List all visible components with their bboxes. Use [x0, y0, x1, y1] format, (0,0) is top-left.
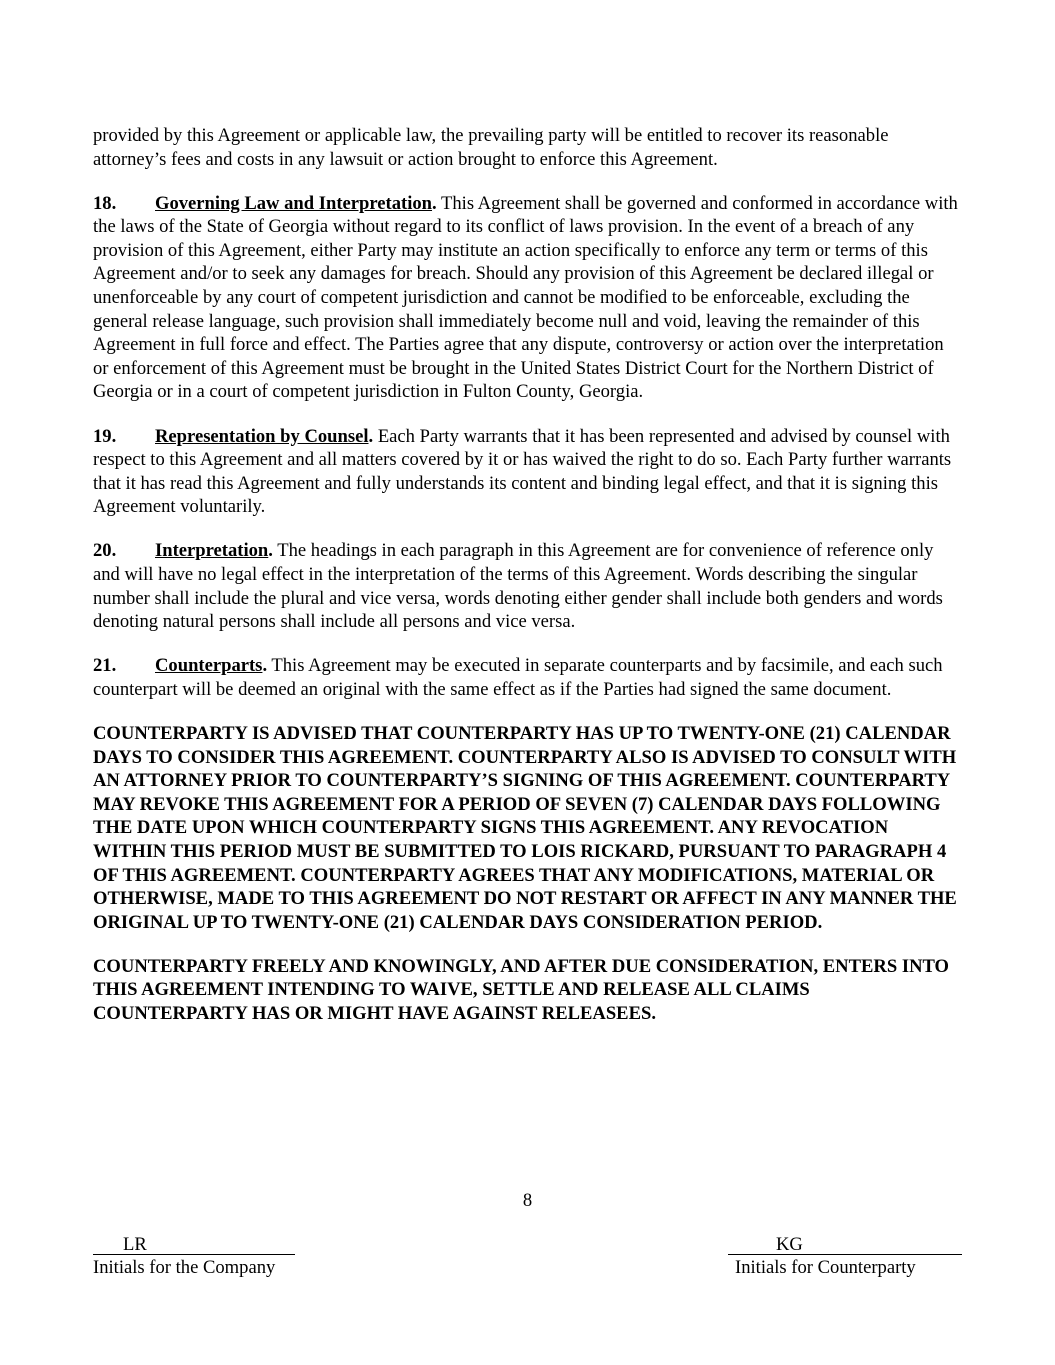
counterparty-initials-label: Initials for Counterparty [735, 1257, 916, 1278]
section-heading: Governing Law and Interpretation [155, 192, 433, 214]
company-initials-block [93, 1233, 295, 1279]
consideration-notice: COUNTERPARTY IS ADVISED THAT COUNTERPARTY HAS UP TO TWENTY-ONE (21) CALENDAR DAYS TO CONSIDER THIS AGREEMENT. COUNTERPARTY ALSO IS ADVISED TO CONSULT WITH AN ATTORNEY PRIOR TO COUNTERPARTY’S SIGNING OF THIS AGREEMENT. COUNTERPARTY MAY REVOKE THIS AGREEMENT FOR A PERIOD OF SEVEN (7) CALENDAR DAYS FOLLOWING THE DATE UPON WHICH COUNTERPARTY SIGNS THIS AGREEMENT. ANY REVOCATION WITHIN THIS PERIOD MUST BE SUBMITTED TO LOIS RICKARD, PURSUANT TO PARAGRAPH 4 OF THIS AGREEMENT. COUNTERPARTY AGREES THAT ANY MODIFICATIONS, MATERIAL OR OTHERWISE, MADE TO THIS AGREEMENT DO NOT RESTART OR AFFECT IN ANY MANNER THE ORIGINAL UP TO TWENTY-ONE (21) CALENDAR DAYS CONSIDERATION PERIOD. [93, 722, 957, 933]
section-heading: Counterparts [155, 655, 263, 677]
continuation-paragraph: provided by this Agreement or applicable law, the prevailing party will be entitled to recover its reasonable attorney’s fees and costs in any lawsuit or action brought to enforce this Agreement. [93, 125, 889, 170]
section-number: 20. [93, 540, 117, 562]
company-initials-label: Initials for the Company [93, 1257, 276, 1278]
section-18: 18. Governing Law and Interpretation. This Agreement shall be governed and conformed in accordance with the laws of the State of Georgia without regard to its conflict of laws provision. In the event of a breach of any provision of this Agreement, either Party may institute an action specifically to enforce any term or terms of this Agreement and/or to seek any damages for breach. Should any provision of this Agreement be declared illegal or unenforceable by any court of competent jurisdiction and cannot be modified to be enforceable, excluding the general release language, such provision shall immediately become null and void, leaving the remainder of this Agreement in full force and effect. The Parties agree that any dispute, controversy or action over the interpretation or enforcement of this Agreement must be brought in the United States District Court for the Northern District of Georgia or in a court of competent jurisdiction in Fulton County, Georgia. [93, 192, 958, 403]
section-text: The headings in each paragraph in this Agreement are for convenience of reference only and will have no legal effect in the interpretation of the terms of this Agreement. Words describing the singular number shall include the plural and vice versa, words denoting either gender shall include both genders and words denoting natural persons shall include all persons and vice versa. [93, 540, 943, 633]
section-20: 20. Interpretation. The headings in each paragraph in this Agreement are for convenience of reference only and will have no legal effect in the interpretation of the terms of this Agreement. Words describing the singular number shall include the plural and vice versa, words denoting either gender shall include both genders and words denoting natural persons shall include all persons and vice versa. [93, 540, 943, 633]
counterparty-initials: KG [776, 1234, 803, 1255]
page-number: 8 [522, 1190, 533, 1211]
section-heading: Interpretation [155, 540, 269, 562]
section-number: 19. [93, 425, 117, 447]
company-initials-line [93, 1233, 295, 1255]
section-number: 18. [93, 192, 117, 214]
counterparty-initials-block [728, 1233, 962, 1279]
document-body [93, 124, 963, 1046]
section-heading: Representation by Counsel [155, 425, 369, 447]
section-text: This Agreement shall be governed and conformed in accordance with the laws of the State of Georgia without regard to its conflict of laws provision. In the event of a breach of any provision of this Agreement, either Party may institute an action specifically to enforce any term or terms of this Agreement and/or to seek any damages for breach. Should any provision of this Agreement be declared illegal or unenforceable by any court of competent jurisdiction and cannot be modified to be enforceable, excluding the general release language, such provision shall immediately become null and void, leaving the remainder of this Agreement in full force and effect. The Parties agree that any dispute, controversy or action over the interpretation or enforcement of this Agreement must be brought in the United States District Court for the Northern District of Georgia or in a court of competent jurisdiction in Fulton County, Georgia. [93, 192, 958, 403]
company-initials: LR [123, 1234, 147, 1255]
release-notice: COUNTERPARTY FREELY AND KNOWINGLY, AND AFTER DUE CONSIDERATION, ENTERS INTO THIS AGREEMENT INTENDING TO WAIVE, SETTLE AND RELEASE ALL CLAIMS COUNTERPARTY HAS OR MIGHT HAVE AGAINST RELEASEES. [93, 955, 950, 1024]
section-text: This Agreement may be executed in separate counterparts and by facsimile, and each such counterpart will be deemed an original with the same effect as if the Parties had signed the same document. [93, 655, 943, 700]
counterparty-initials-line [728, 1233, 962, 1255]
section-21: 21. Counterparts. This Agreement may be executed in separate counterparts and by facsimile, and each such counterpart will be deemed an original with the same effect as if the Parties had signed the same document. [93, 655, 943, 700]
section-number: 21. [93, 655, 117, 677]
section-19: 19. Representation by Counsel. Each Party warrants that it has been represented and advised by counsel with respect to this Agreement and all matters covered by it or has waived the right to do so. Each Party further warrants that it has read this Agreement and fully understands its content and binding legal effect, and that it is signing this Agreement voluntarily. [93, 425, 952, 518]
section-text: Each Party warrants that it has been represented and advised by counsel with respect to this Agreement and all matters covered by it or has waived the right to do so. Each Party further warrants that it has read this Agreement and fully understands its content and binding legal effect, and that it is signing this Agreement voluntarily. [93, 425, 952, 518]
